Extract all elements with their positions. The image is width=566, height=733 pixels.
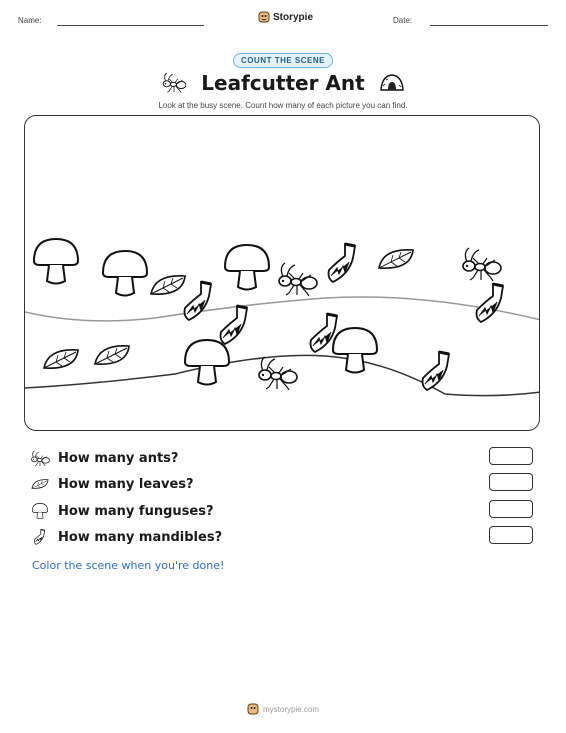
leaf-icon (30, 476, 50, 492)
leaf-1 (151, 276, 185, 294)
fungus-5 (333, 328, 377, 373)
question-text: How many ants? (58, 450, 179, 466)
mandible-3 (221, 306, 248, 344)
mushroom-icon (30, 502, 50, 520)
mandible-6 (423, 352, 450, 390)
question-leaves (30, 473, 194, 495)
count-the-scene-badge: COUNT THE SCENE (233, 53, 333, 68)
question-ants (30, 447, 178, 469)
question-text: How many funguses? (58, 503, 214, 519)
ant-hill-icon (380, 72, 404, 92)
mandible-2 (329, 244, 356, 282)
color-note: Color the scene when you're done! (32, 559, 225, 572)
ground-line-upper (25, 297, 540, 321)
ant-3 (259, 357, 297, 390)
brand-logo (258, 11, 313, 23)
name-line[interactable] (57, 25, 204, 26)
answer-box-mandibles[interactable] (489, 526, 533, 544)
name-label: Name: (18, 16, 42, 25)
storypie-logo-icon (258, 11, 270, 23)
question-text: How many mandibles? (58, 529, 223, 545)
brand-name: Storypie (273, 11, 314, 23)
question-funguses (30, 500, 213, 522)
date-line[interactable] (430, 25, 548, 26)
question-mandibles (30, 526, 222, 548)
title-text: Leafcutter Ant (201, 71, 365, 95)
ant-2 (463, 248, 501, 281)
date-label: Date: (393, 16, 413, 25)
fungus-1 (34, 239, 78, 284)
mandible-5 (477, 284, 504, 322)
ant-1 (279, 263, 317, 296)
mandible-1 (185, 282, 212, 320)
answer-box-funguses[interactable] (489, 500, 533, 518)
instructions: Look at the busy scene. Count how many of each picture you can find. (158, 101, 408, 110)
answer-box-leaves[interactable] (489, 473, 533, 491)
scene-illustration (25, 116, 540, 431)
fungus-2 (103, 251, 147, 296)
leaf-4 (95, 346, 129, 364)
ant-icon (30, 450, 50, 466)
fungus-3 (225, 245, 269, 290)
footer-url[interactable]: mystorypie.com (262, 704, 319, 714)
question-text: How many leaves? (58, 476, 194, 492)
leaf-3 (44, 350, 78, 368)
footer (0, 703, 566, 715)
page-title (0, 71, 566, 95)
storypie-footer-icon (247, 703, 259, 715)
fungus-4 (185, 340, 229, 385)
ant-title-icon (162, 71, 186, 93)
scene-panel[interactable] (24, 115, 540, 431)
mandible-icon (30, 528, 50, 546)
answer-box-ants[interactable] (489, 447, 533, 465)
leaf-2 (379, 250, 413, 268)
